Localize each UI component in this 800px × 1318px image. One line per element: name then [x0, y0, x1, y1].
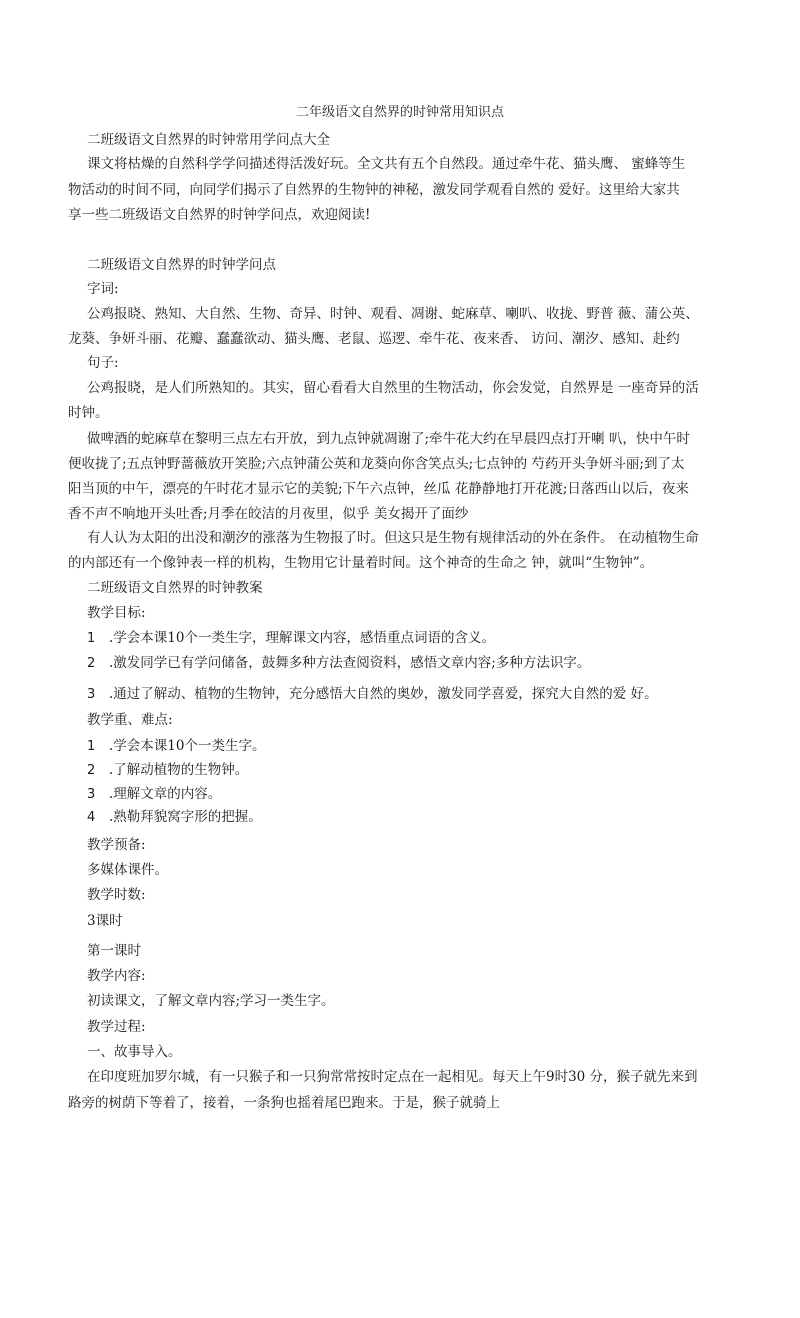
- lesson-heading: 第一课时: [87, 943, 141, 959]
- intro-line: 物活动的时间不同，向同学们揭示了自然界的生物钟的神秘，激发同学观看自然的 爱好。这里给大家共: [68, 182, 680, 198]
- hours-text: 3课时: [87, 913, 123, 929]
- item-number: 1: [87, 739, 96, 754]
- hours-label: 教学时数:: [87, 887, 146, 903]
- intro-line: 课文将枯燥的自然科学学问描述得活泼好玩。全文共有五个自然段。通过牵牛花、猫头鹰、 蜜蜂等生: [87, 156, 686, 172]
- item-text: .学会本课10个一类生字。: [109, 738, 266, 754]
- goal-item: [87, 629, 495, 648]
- key-item: [87, 761, 248, 780]
- section-heading: 二班级语文自然界的时钟教案: [87, 580, 263, 596]
- paragraph-line: 公鸡报晓，是人们所熟知的。其实，留心看看大自然里的生物活动，你会发觉，自然界是 一座奇异的活: [87, 380, 699, 396]
- words-line: 龙葵、争妍斗丽、花瓣、蠢蠢欲动、猫头鹰、老鼠、巡逻、牵牛花、夜来香、 访问、潮汐、感知、赴约: [68, 331, 680, 347]
- step-heading: 一、故事导入。: [87, 1044, 182, 1060]
- item-text: .熟勒拜貌窝字形的把握。: [109, 809, 262, 825]
- item-number: 3: [87, 687, 96, 702]
- paragraph-line: 香不声不响地开头吐香;月季在皎洁的月夜里，似乎 美女揭开了面纱: [68, 506, 469, 522]
- paragraph-line: 时钟。: [68, 405, 109, 421]
- story-line: 路旁的树荫下等着了，接着，一条狗也摇着尾巴跑来。于是，猴子就骑上: [68, 1095, 500, 1111]
- paragraph-line: 有人认为太阳的出没和潮汐的涨落为生物报了时。但这只是生物有规律活动的外在条件。 在动植物生命: [87, 530, 699, 546]
- paragraph-line: 做啤酒的蛇麻草在黎明三点左右开放，到九点钟就凋谢了;牵牛花大约在早晨四点打开喇 叭，快中午时: [87, 431, 690, 447]
- sentences-label: 句子:: [87, 355, 119, 371]
- goals-label: 教学目标:: [87, 605, 146, 621]
- item-number: 2: [87, 656, 96, 671]
- paragraph-line: 的内部还有一个像钟表一样的机构，生物用它计量着时间。这个神奇的生命之 钟，就叫“生物钟”。: [68, 555, 654, 571]
- key-points-label: 教学重、难点:: [87, 712, 173, 728]
- paragraph-line: 阳当顶的中午，漂亮的午时花才显示它的美貌;下午六点钟，丝瓜 花静静地打开花渡;日落西山以后，夜来: [68, 481, 689, 497]
- section-heading: 二班级语文自然界的时钟学问点: [87, 257, 276, 273]
- prep-label: 教学预备:: [87, 837, 146, 853]
- words-line: 公鸡报晓、熟知、大自然、生物、奇异、时钟、观看、凋谢、蛇麻草、喇叭、收拢、野普 薇、蒲公英、: [87, 306, 699, 322]
- goal-item: [87, 654, 590, 673]
- item-text: .激发同学已有学问储备，鼓舞多种方法查阅资料，感悟文章内容;多种方法识字。: [109, 655, 591, 671]
- content-text: 初读课文，了解文章内容;学习一类生字。: [87, 993, 335, 1009]
- item-number: 1: [87, 631, 96, 646]
- key-item: [87, 785, 221, 804]
- item-text: .学会本课10个一类生字，理解课文内容，感悟重点词语的含义。: [109, 630, 495, 646]
- item-text: .理解文章的内容。: [109, 786, 222, 802]
- item-number: 3: [87, 787, 96, 802]
- document-subtitle: 二班级语文自然界的时钟常用学问点大全: [87, 132, 330, 148]
- item-text: .了解动植物的生物钟。: [109, 762, 249, 778]
- key-item: [87, 808, 262, 827]
- item-number: 2: [87, 763, 96, 778]
- item-text: .通过了解动、植物的生物钟，充分感悟大自然的奥妙，激发同学喜爱，探究大自然的爱 好。: [109, 686, 658, 702]
- goal-item: [87, 685, 658, 704]
- prep-text: 多媒体课件。: [87, 862, 168, 878]
- words-label: 字词:: [87, 281, 119, 297]
- key-item: [87, 737, 265, 756]
- process-label: 教学过程:: [87, 1019, 146, 1035]
- intro-line: 享一些二班级语文自然界的时钟学问点，欢迎阅读!: [68, 207, 371, 223]
- story-line: 在印度班加罗尔城，有一只猴子和一只狗常常按时定点在一起相见。每天上午9时30 分，猴子就先来到: [87, 1069, 698, 1085]
- paragraph-line: 便收拢了;五点钟野蔷薇放开笑脸;六点钟蒲公英和龙葵向你含笑点头;七点钟的 芍药开头争妍斗丽;到了太: [68, 456, 685, 472]
- item-number: 4: [87, 810, 96, 825]
- document-title: 二年级语文自然界的时钟常用知识点: [295, 105, 504, 120]
- content-label: 教学内容:: [87, 968, 146, 984]
